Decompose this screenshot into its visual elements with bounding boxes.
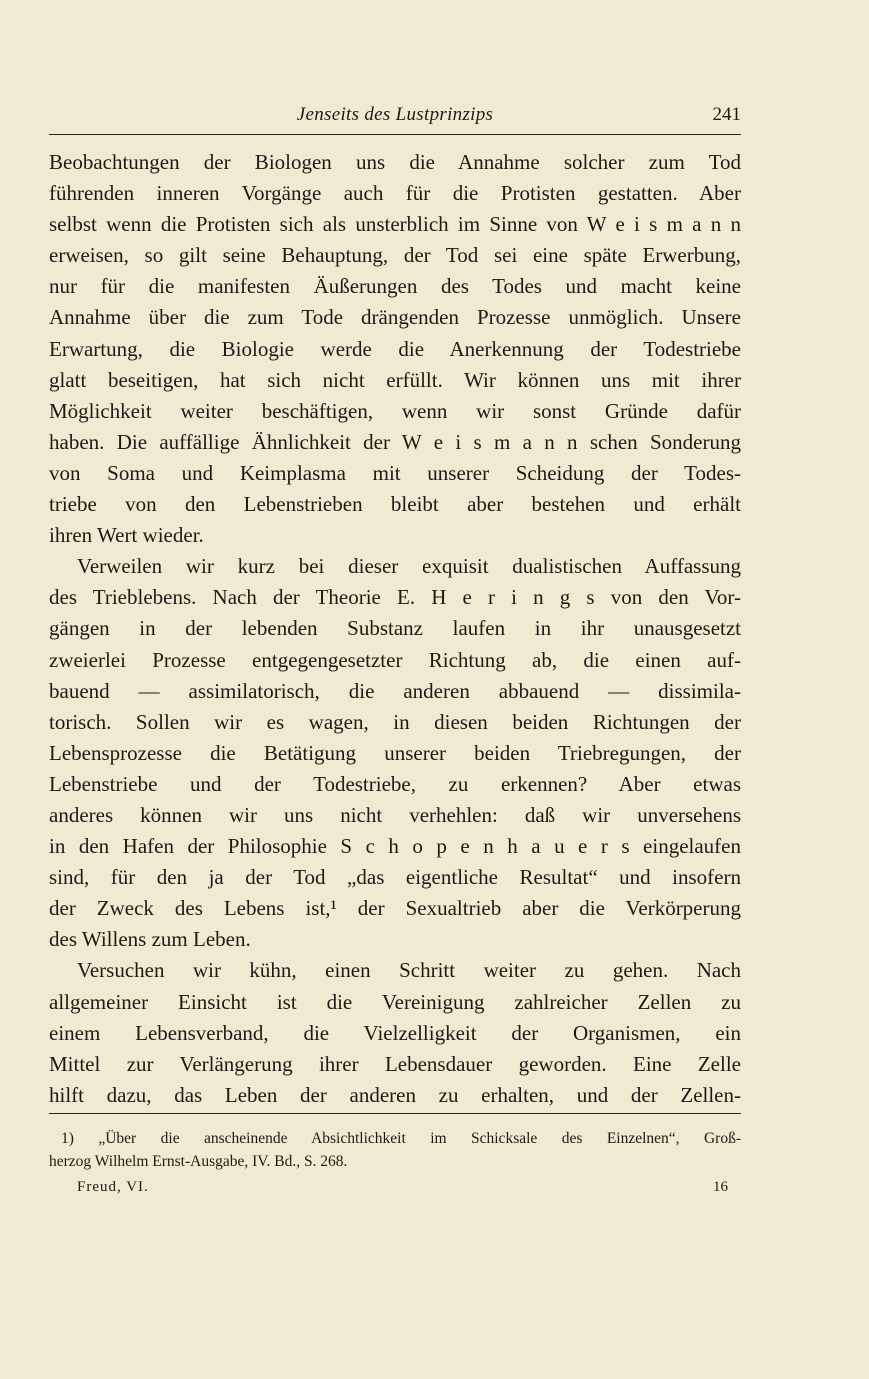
paragraph [49, 147, 741, 551]
text-line: torisch. Sollen wir es wagen, in diesen beiden Richtungen der [49, 709, 741, 734]
footnote [49, 1127, 741, 1173]
text-line: bauend — assimilatorisch, die anderen abbauend — dissimila- [49, 678, 741, 703]
text-line: sind, für den ja der Tod „das eigentliche Resultat“ und insofern [49, 865, 741, 890]
text-line: Beobachtungen der Biologen uns die Annahme solcher zum Tod [49, 150, 741, 174]
page-number: 241 [712, 104, 741, 125]
sheet-number: 16 [713, 1179, 728, 1195]
text-line: haben. Die auffällige Ähnlichkeit der W e i s m a n n schen Sonderung [49, 429, 741, 454]
text-line: ihren Wert wieder. [49, 523, 204, 548]
text-line: des Willens zum Leben. [49, 927, 251, 952]
text-line: in den Hafen der Philosophie S c h o p e n h a u e r s eingelaufen [49, 834, 741, 859]
paragraph [49, 955, 741, 1110]
text-line: allgemeiner Einsicht ist die Vereinigung zahlreicher Zellen zu [49, 989, 741, 1014]
paragraph [49, 551, 741, 955]
page-header [49, 104, 741, 132]
footnote-line: herzog Wilhelm Ernst-Ausgabe, IV. Bd., S. 268. [49, 1153, 348, 1170]
text-line: erweisen, so gilt seine Behauptung, der Tod sei eine späte Erwerbung, [49, 243, 741, 268]
text-line: glatt beseitigen, hat sich nicht erfüllt. Wir können uns mit ihrer [49, 367, 741, 392]
text-line: einem Lebensverband, die Vielzelligkeit der Organismen, ein [49, 1020, 741, 1045]
text-line: Versuchen wir kühn, einen Schritt weiter zu gehen. Nach [77, 958, 741, 983]
running-title: Jenseits des Lustprinzips [296, 104, 494, 125]
text-line: zweierlei Prozesse entgegengesetzter Richtung ab, die einen auf- [49, 647, 741, 672]
text-line: der Zweck des Lebens ist,¹ der Sexualtrieb aber die Verkörperung [49, 896, 741, 921]
text-line: Lebenstriebe und der Todestriebe, zu erkennen? Aber etwas [49, 771, 741, 796]
text-line: Möglichkeit weiter beschäftigen, wenn wir sonst Gründe dafür [49, 398, 741, 423]
text-line: nur für die manifesten Äußerungen des Todes und macht keine [49, 274, 741, 299]
footnote-line: 1) „Über die anscheinende Absichtlichkeit im Schicksale des Einzelnen“, Groß- [61, 1130, 741, 1147]
header-rule [49, 134, 741, 135]
text-line: Annahme über die zum Tode drängenden Prozesse unmöglich. Unsere [49, 305, 741, 330]
text-line: von Soma und Keimplasma mit unserer Scheidung der Todes- [49, 460, 741, 485]
footnote-rule [49, 1113, 741, 1114]
text-line: anderes können wir uns nicht verhehlen: daß wir unversehens [49, 802, 741, 827]
text-line: triebe von den Lebenstrieben bleibt aber bestehen und erhält [49, 492, 741, 517]
text-line: führenden inneren Vorgänge auch für die Protisten gestatten. Aber [49, 181, 741, 206]
text-line: Lebensprozesse die Betätigung unserer beiden Triebregungen, der [49, 740, 741, 765]
text-line: selbst wenn die Protisten sich als unsterblich im Sinne von W e i s m a n n [49, 212, 741, 237]
body-text [49, 147, 741, 1111]
text-line: gängen in der lebenden Substanz laufen in ihr unausgesetzt [49, 616, 741, 641]
text-line: Mittel zur Verlängerung ihrer Lebensdauer geworden. Eine Zelle [49, 1051, 741, 1076]
text-line: des Trieblebens. Nach der Theorie E. H e r i n g s von den Vor- [49, 585, 741, 610]
text-line: Erwartung, die Biologie werde die Anerkennung der Todestriebe [49, 336, 741, 361]
text-line: Verweilen wir kurz bei dieser exquisit dualistischen Auffassung [77, 554, 741, 579]
text-line: hilft dazu, das Leben der anderen zu erhalten, und der Zellen- [49, 1082, 741, 1107]
sheet-signature: Freud, VI. [77, 1179, 149, 1195]
